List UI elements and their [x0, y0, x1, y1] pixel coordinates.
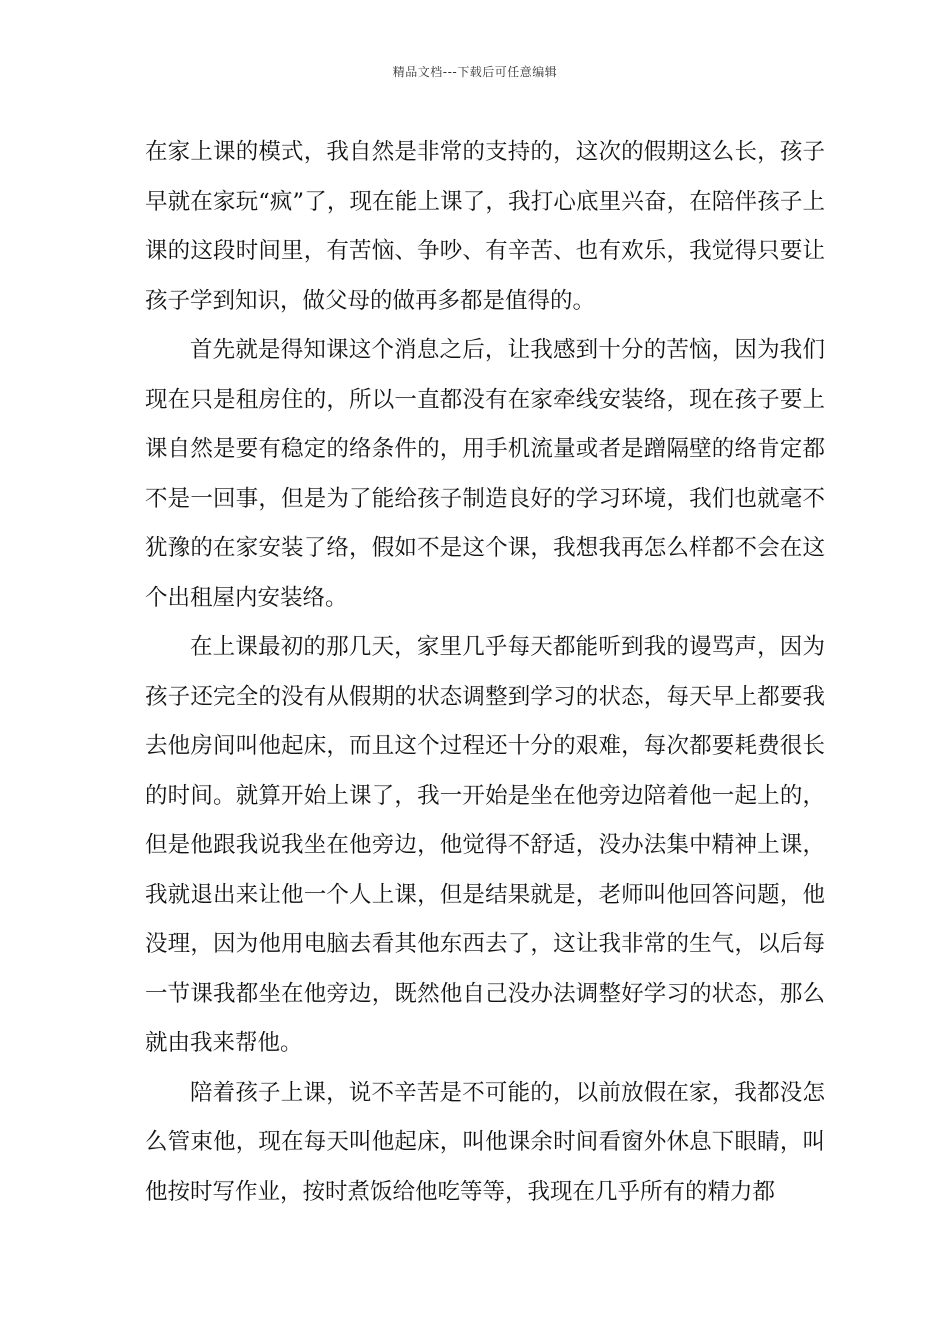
paragraph-2: 首先就是得知课这个消息之后，让我感到十分的苦恼，因为我们现在只是租房住的，所以一直都没有在家牵线安装络，现在孩子要上课自然是要有稳定的络条件的，用手机流量或者是蹭隔壁的络肯定都不是一回事，但是为了能给孩子制造良好的学习环境，我们也就毫不犹豫的在家安装了络，假如不是这个课，我想我再怎么样都不会在这个出租屋内安装络。 [145, 337, 825, 611]
paragraph-3: 在上课最初的那几天，家里几乎每天都能听到我的谩骂声，因为孩子还完全的没有从假期的状态调整到学习的状态，每天早上都要我去他房间叫他起床，而且这个过程还十分的艰难，每次都要耗费很长的时间。就算开始上课了，我一开始是坐在他旁边陪着他一起上的，但是他跟我说我坐在他旁边，他觉得不舒适，没办法集中精神上课，我就退出来让他一个人上课，但是结果就是，老师叫他回答问题，他没理，因为他用电脑去看其他东西去了，这让我非常的生气，以后每一节课我都坐在他旁边，既然他自己没办法调整好学习的状态，那么就由我来帮他。 [145, 634, 825, 1056]
paragraph-4: 陪着孩子上课，说不辛苦是不可能的，以前放假在家，我都没怎么管束他，现在每天叫他起床，叫他课余时间看窗外休息下眼睛，叫他按时写作业，按时煮饭给他吃等等，我现在几乎所有的精力都 [145, 1079, 825, 1205]
page-header: 精品文档---下载后可任意编辑 [392, 65, 558, 79]
paragraph-1: 在家上课的模式，我自然是非常的支持的，这次的假期这么长，孩子早就在家玩“疯”了，现在能上课了，我打心底里兴奋，在陪伴孩子上课的这段时间里，有苦恼、争吵、有辛苦、也有欢乐，我觉得只要让孩子学到知识，做父母的做再多都是值得的。 [145, 139, 825, 314]
document-body [145, 128, 825, 1217]
